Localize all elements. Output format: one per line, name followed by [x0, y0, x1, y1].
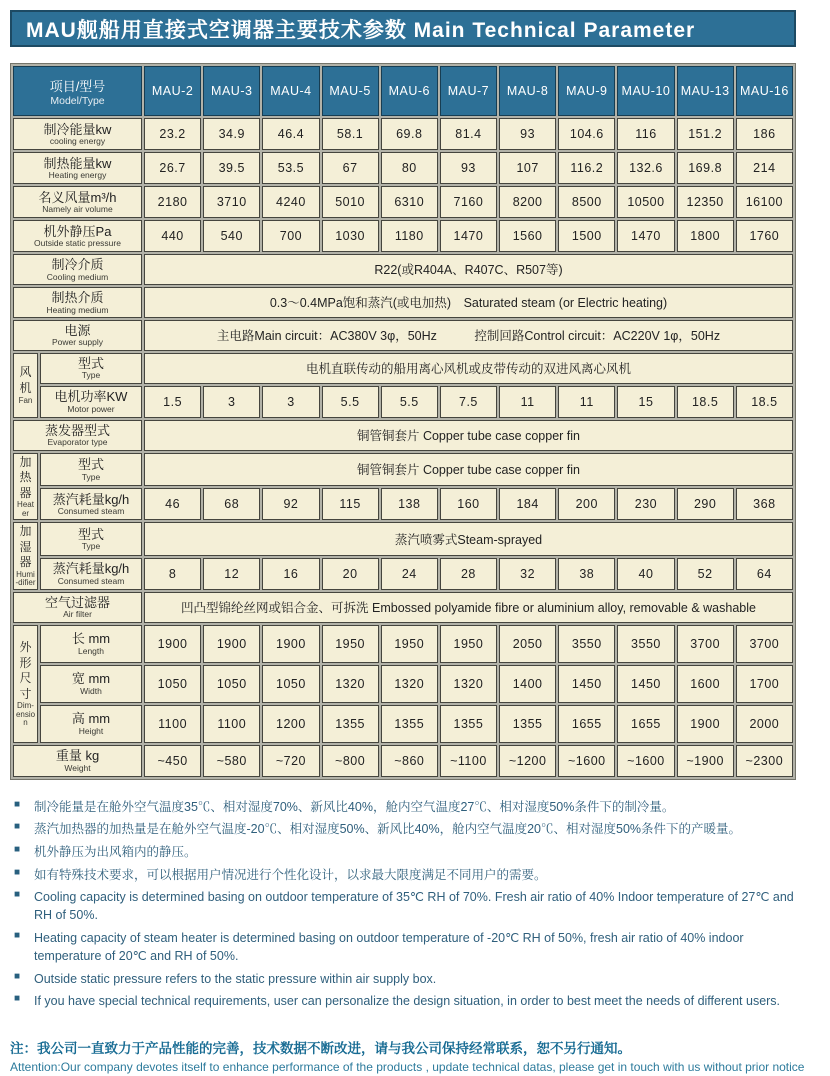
model-header-cell: MAU-9 [558, 66, 615, 116]
row-label-zh: 型式 [77, 526, 104, 542]
table-row-humidifier-type [13, 522, 793, 556]
row-label-en: Type [81, 471, 101, 482]
value-cell: 368 [736, 488, 793, 520]
value-cell: ~1600 [558, 745, 615, 777]
value-cell: 11 [558, 386, 615, 418]
value-cell: 230 [617, 488, 674, 520]
row-label [13, 745, 142, 777]
value-cell: ~800 [322, 745, 379, 777]
value-cell: 46 [144, 488, 201, 520]
row-label-en: Width [80, 685, 102, 696]
page-title: MAU舰船用直接式空调器主要技术参数 Main Technical Parameter [10, 10, 796, 47]
row-label [40, 453, 142, 487]
group-label-en: Heater [17, 500, 34, 518]
row-label-en: Power supply [51, 337, 104, 348]
table-row-height [13, 705, 793, 743]
value-cell: 28 [440, 558, 497, 590]
value-cell: 1050 [144, 665, 201, 703]
note-item: ■ 蒸汽加热器的加热量是在舱外空气温度-20℃、相对湿度50%、新风比40%，舱内空气温度20℃、相对湿度50%条件下的产暖量。 [12, 820, 812, 838]
value-cell: 2050 [499, 625, 556, 663]
group-label-zh: 外形尺寸 [19, 639, 32, 701]
value-cell: 93 [499, 118, 556, 150]
group-label-zh: 加热器 [19, 454, 32, 500]
value-cell: 1320 [322, 665, 379, 703]
model-header-cell: MAU-6 [381, 66, 438, 116]
row-label-zh: 宽 mm [71, 671, 111, 687]
value-cell: 3 [203, 386, 260, 418]
row-value-text: 铜管铜套片 Copper tube case copper fin [144, 453, 793, 487]
table-row-static-pressure [13, 220, 793, 252]
value-cell: ~720 [262, 745, 319, 777]
row-label-en: Evaporator type [47, 437, 108, 448]
value-cell: 1180 [381, 220, 438, 252]
value-cell: 1950 [381, 625, 438, 663]
row-label-zh: 制热介质 [51, 289, 104, 305]
row-value-text: 蒸汽喷雾式Steam-sprayed [144, 522, 793, 556]
value-cell: 1355 [381, 705, 438, 743]
value-cell: 1900 [203, 625, 260, 663]
value-cell: 1900 [144, 625, 201, 663]
table-row-cooling-medium [13, 254, 793, 285]
value-cell: 1355 [322, 705, 379, 743]
row-value-text: 0.3～0.4MPa饱和蒸汽(或电加热) Saturated steam (or Electric heating) [144, 287, 793, 318]
row-label-en: cooling energy [49, 136, 106, 147]
model-header-cell: MAU-13 [677, 66, 734, 116]
value-cell: 138 [381, 488, 438, 520]
row-label-zh: 蒸发器型式 [44, 422, 110, 438]
value-cell: 5.5 [322, 386, 379, 418]
row-label [40, 705, 142, 743]
row-label-zh: 名义风量m³/h [38, 189, 117, 205]
attention-en: Attention:Our company devotes itself to enhance performance of the products , update technical datas, please get in touch with us without prior notice [10, 1059, 805, 1074]
row-label-zh: 型式 [77, 355, 104, 371]
value-cell: 18.5 [736, 386, 793, 418]
value-cell: 58.1 [322, 118, 379, 150]
value-cell: 290 [677, 488, 734, 520]
row-value-text: 电机直联传动的船用离心风机或皮带传动的双进风离心风机 [144, 353, 793, 384]
value-cell: 160 [440, 488, 497, 520]
value-cell: 8 [144, 558, 201, 590]
table-row-length [13, 625, 793, 663]
table-row-humidifier-steam [13, 558, 793, 590]
row-label-zh: 长 mm [71, 631, 111, 647]
note-item: ■ Cooling capacity is determined basing on outdoor temperature of 35℃ RH of 70%. Fresh air ratio of 40% Indoor temperature of 27℃ and RH of 50%. [12, 888, 812, 924]
value-cell: ~860 [381, 745, 438, 777]
note-item: ■ Outside static pressure refers to the static pressure within air supply box. [12, 970, 812, 988]
value-cell: 1950 [440, 625, 497, 663]
value-cell: 1500 [558, 220, 615, 252]
row-label [40, 522, 142, 556]
value-cell: 700 [262, 220, 319, 252]
value-cell: 2180 [144, 186, 201, 218]
row-label-en: Weight [64, 762, 91, 773]
group-label-zh: 加湿器 [19, 524, 32, 570]
value-cell: 12 [203, 558, 260, 590]
value-cell: 1450 [617, 665, 674, 703]
row-label-zh: 空气过滤器 [44, 594, 110, 610]
row-label-zh: 蒸汽耗量kg/h [52, 491, 130, 507]
value-cell: 8200 [499, 186, 556, 218]
value-cell: 20 [322, 558, 379, 590]
value-cell: 1600 [677, 665, 734, 703]
model-header-cell: MAU-5 [322, 66, 379, 116]
spec-table [10, 63, 796, 780]
model-header-row [13, 66, 793, 116]
value-cell: 8500 [558, 186, 615, 218]
value-cell: 115 [322, 488, 379, 520]
value-cell: 1030 [322, 220, 379, 252]
value-cell: 1100 [144, 705, 201, 743]
corner-cell [13, 66, 142, 116]
value-cell: 5.5 [381, 386, 438, 418]
row-value-text: 铜管铜套片 Copper tube case copper fin [144, 420, 793, 451]
footnotes-list [12, 798, 812, 1011]
value-cell: 1800 [677, 220, 734, 252]
table-row-cooling [13, 118, 793, 150]
spec-sheet [10, 10, 820, 1074]
value-cell: 1100 [203, 705, 260, 743]
value-cell: 540 [203, 220, 260, 252]
row-label [40, 353, 142, 384]
row-label-zh: 机外静压Pa [43, 223, 112, 239]
value-cell: ~450 [144, 745, 201, 777]
row-label-en: Height [78, 725, 104, 736]
attention-block [10, 1037, 820, 1074]
value-cell: ~1900 [677, 745, 734, 777]
row-label [40, 488, 142, 520]
note-item: ■ Heating capacity of steam heater is determined basing on outdoor temperature of -20℃ RH of 50%, fresh air ratio of 40% indoor temperature of 20℃ and RH of 50%. [12, 929, 812, 965]
table-row-heater-type [13, 453, 793, 487]
value-cell: 1320 [440, 665, 497, 703]
value-cell: 3700 [736, 625, 793, 663]
value-cell: 1950 [322, 625, 379, 663]
value-cell: 6310 [381, 186, 438, 218]
note-item: ■ If you have special technical requirements, user can personalize the design situation, in order to best meet the needs of different users. [12, 992, 812, 1010]
value-cell: 151.2 [677, 118, 734, 150]
model-header-cell: MAU-4 [262, 66, 319, 116]
value-cell: 1760 [736, 220, 793, 252]
value-cell: 1.5 [144, 386, 201, 418]
corner-label-en: Model/Type [50, 94, 105, 107]
row-label-en: Outside static pressure [34, 238, 121, 249]
row-label-zh: 制热能量kw [43, 155, 112, 171]
group-label-humidifier [13, 522, 38, 590]
value-cell: 104.6 [558, 118, 615, 150]
value-cell: 16 [262, 558, 319, 590]
value-cell: 53.5 [262, 152, 319, 184]
value-cell: 18.5 [677, 386, 734, 418]
value-cell: 4240 [262, 186, 319, 218]
model-header-cell: MAU-7 [440, 66, 497, 116]
row-label-zh: 高 mm [71, 711, 111, 727]
row-label-en: Namely air volume [42, 204, 113, 215]
value-cell: 3710 [203, 186, 260, 218]
value-cell: 69.8 [381, 118, 438, 150]
value-cell: 39.5 [203, 152, 260, 184]
value-cell: 1200 [262, 705, 319, 743]
value-cell: 34.9 [203, 118, 260, 150]
model-header-cell: MAU-16 [736, 66, 793, 116]
row-label-zh: 制冷能量kw [43, 121, 112, 137]
value-cell: 40 [617, 558, 674, 590]
value-cell: 23.2 [144, 118, 201, 150]
note-item: ■ 如有特殊技术要求，可以根据用户情况进行个性化设计，以求最大限度满足不同用户的需要。 [12, 866, 812, 884]
row-label-en: Consumed steam [57, 575, 125, 586]
value-cell: ~2300 [736, 745, 793, 777]
value-cell: 1470 [617, 220, 674, 252]
value-cell: 1900 [677, 705, 734, 743]
model-header-cell: MAU-10 [617, 66, 674, 116]
row-label-en: Cooling medium [46, 271, 109, 282]
group-label-en: Fan [18, 395, 33, 405]
value-cell: 132.6 [617, 152, 674, 184]
value-cell: 1355 [440, 705, 497, 743]
value-cell: 1655 [617, 705, 674, 743]
table-row-air-volume [13, 186, 793, 218]
corner-label-zh: 项目/型号 [49, 78, 106, 94]
value-cell: 16100 [736, 186, 793, 218]
value-cell: 93 [440, 152, 497, 184]
value-cell: 11 [499, 386, 556, 418]
table-row-evaporator [13, 420, 793, 451]
table-row-air-filter [13, 592, 793, 623]
row-label-en: Type [81, 370, 101, 381]
group-label-fan [13, 353, 38, 418]
value-cell: 1320 [381, 665, 438, 703]
row-label [13, 186, 142, 218]
row-label-zh: 重量 kg [55, 748, 100, 764]
value-cell: ~1100 [440, 745, 497, 777]
value-cell: 1355 [499, 705, 556, 743]
value-cell: ~1600 [617, 745, 674, 777]
value-cell: 52 [677, 558, 734, 590]
row-value-text: R22(或R404A、R407C、R507等) [144, 254, 793, 285]
value-cell: 1560 [499, 220, 556, 252]
value-cell: 1900 [262, 625, 319, 663]
group-label-heater [13, 453, 38, 521]
value-cell: 68 [203, 488, 260, 520]
row-label [13, 152, 142, 184]
model-header-cell: MAU-2 [144, 66, 201, 116]
value-cell: 5010 [322, 186, 379, 218]
model-header-cell: MAU-8 [499, 66, 556, 116]
row-label [40, 665, 142, 703]
value-cell: 15 [617, 386, 674, 418]
value-cell: 1700 [736, 665, 793, 703]
value-cell: 184 [499, 488, 556, 520]
row-label-zh: 电源 [64, 322, 91, 338]
value-cell: 81.4 [440, 118, 497, 150]
value-cell: ~580 [203, 745, 260, 777]
group-label-zh: 风机 [19, 365, 32, 396]
value-cell: 1400 [499, 665, 556, 703]
value-cell: 10500 [617, 186, 674, 218]
row-label [13, 420, 142, 451]
row-label-en: Type [81, 541, 101, 552]
value-cell: 46.4 [262, 118, 319, 150]
row-value-text: 凹凸型锦纶丝网或铝合金、可拆洗 Embossed polyamide fibre or aluminium alloy, removable & washable [144, 592, 793, 623]
value-cell: 1470 [440, 220, 497, 252]
value-cell: 200 [558, 488, 615, 520]
value-cell: 2000 [736, 705, 793, 743]
value-cell: 214 [736, 152, 793, 184]
attention-zh: 注：我公司一直致力于产品性能的完善，技术数据不断改进，请与我公司保持经常联系，恕不另行通知。 [10, 1040, 631, 1056]
row-label-en: Heating energy [48, 170, 107, 181]
row-label [13, 254, 142, 285]
row-label-en: Consumed steam [57, 506, 125, 517]
value-cell: 67 [322, 152, 379, 184]
value-cell: 1655 [558, 705, 615, 743]
value-cell: 107 [499, 152, 556, 184]
row-label [40, 558, 142, 590]
note-item: ■ 制冷能量是在舱外空气温度35℃、相对湿度70%、新风比40%，舱内空气温度27℃、相对湿度50%条件下的制冷量。 [12, 798, 812, 816]
table-row-power-supply [13, 320, 793, 351]
row-label-en: Heating medium [46, 304, 109, 315]
row-label [13, 592, 142, 623]
value-cell: 440 [144, 220, 201, 252]
note-item: ■ 机外静压为出风箱内的静压。 [12, 843, 812, 861]
value-cell: 7.5 [440, 386, 497, 418]
value-cell: 186 [736, 118, 793, 150]
model-header-cell: MAU-3 [203, 66, 260, 116]
row-label [13, 287, 142, 318]
value-cell: 7160 [440, 186, 497, 218]
row-label [13, 220, 142, 252]
value-cell: 3550 [558, 625, 615, 663]
value-cell: 92 [262, 488, 319, 520]
table-row-weight [13, 745, 793, 777]
value-cell: 26.7 [144, 152, 201, 184]
value-cell: 64 [736, 558, 793, 590]
value-cell: 116.2 [558, 152, 615, 184]
value-cell: 116 [617, 118, 674, 150]
table-row-heating-medium [13, 287, 793, 318]
value-cell: ~1200 [499, 745, 556, 777]
value-cell: 3700 [677, 625, 734, 663]
value-cell: 24 [381, 558, 438, 590]
group-label-en: Humi-difier [15, 570, 36, 588]
group-label-en: Dim-ension [15, 701, 36, 728]
value-cell: 3550 [617, 625, 674, 663]
table-row-width [13, 665, 793, 703]
table-row-heater-steam [13, 488, 793, 520]
table-row-fan-motor-power [13, 386, 793, 418]
value-cell: 1050 [203, 665, 260, 703]
value-cell: 12350 [677, 186, 734, 218]
value-cell: 1050 [262, 665, 319, 703]
row-label [13, 320, 142, 351]
table-row-fan-type [13, 353, 793, 384]
value-cell: 1450 [558, 665, 615, 703]
row-label-en: Air filter [63, 609, 92, 620]
row-label-en: Motor power [67, 403, 115, 414]
row-label [13, 118, 142, 150]
row-label [40, 625, 142, 663]
value-cell: 80 [381, 152, 438, 184]
value-cell: 32 [499, 558, 556, 590]
value-cell: 3 [262, 386, 319, 418]
row-label-zh: 电机功率KW [54, 389, 128, 405]
row-label [40, 386, 142, 418]
row-label-zh: 制冷介质 [51, 257, 104, 272]
row-value-text: 主电路Main circuit：AC380V 3φ，50Hz 控制回路Control circuit：AC220V 1φ，50Hz [144, 320, 793, 351]
row-label-en: Length [78, 645, 104, 656]
group-label-dimension [13, 625, 38, 743]
table-row-heating [13, 152, 793, 184]
value-cell: 169.8 [677, 152, 734, 184]
row-label-zh: 型式 [77, 457, 104, 472]
row-label-zh: 蒸汽耗量kg/h [52, 561, 130, 577]
value-cell: 38 [558, 558, 615, 590]
